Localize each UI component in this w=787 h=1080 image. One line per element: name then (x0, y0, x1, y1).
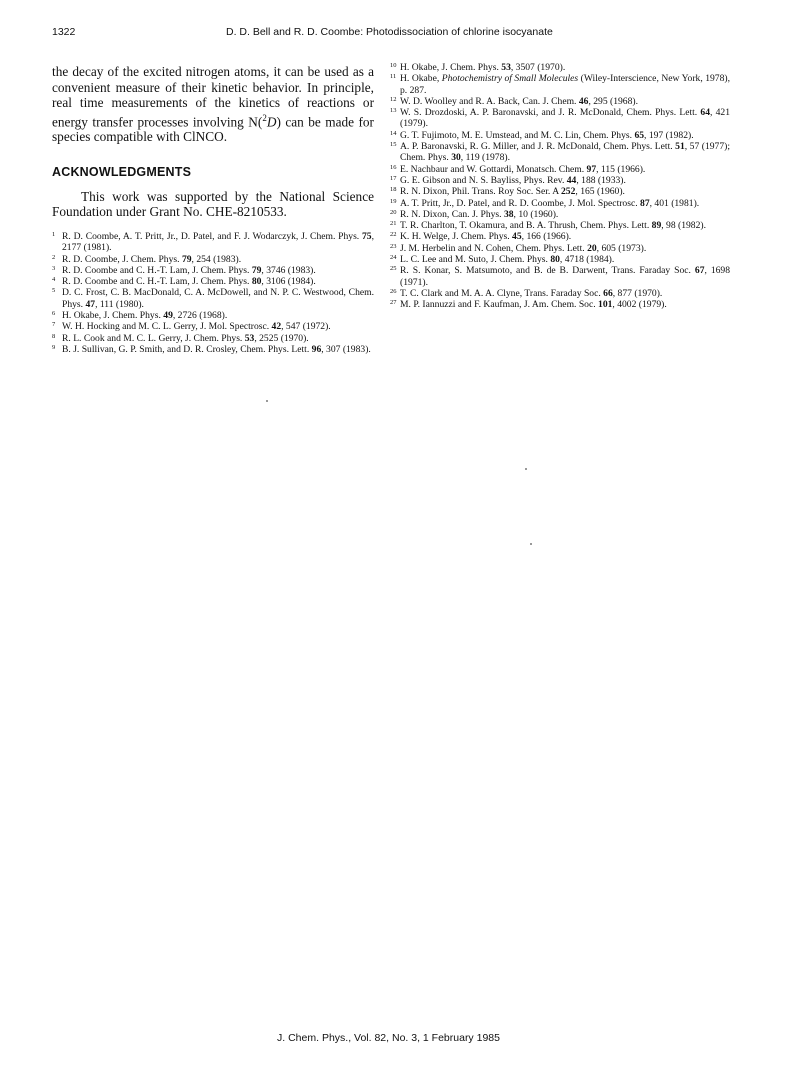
reference-item: $^{10}$ H. Okabe, J. Chem. Phys. 53, 3507 (1970). (390, 62, 566, 73)
reference-volume: 20 (587, 242, 597, 254)
reference-volume: 51 (675, 141, 685, 153)
reference-item: $^9$ B. J. Sullivan, G. P. Smith, and D. R. Crosley, Chem. Phys. Lett. 96, 307 (1983). (52, 343, 371, 355)
reference-volume: 97 (586, 163, 597, 175)
reference-item: $^{15}$ A. P. Baronavski, R. G. Miller, and J. R. McDonald, Chem. Phys. Lett. 51, 57 (1977); Chem. Phys. 30, 119 (1978). (390, 141, 730, 164)
reference-text: , 115 (1966). (596, 163, 646, 175)
reference-volume: 96 (311, 343, 322, 355)
species-close: ) (276, 113, 281, 129)
page-header (0, 26, 787, 42)
page-footer (0, 1032, 787, 1044)
reference-text: , 57 (1977); Chem. Phys. (400, 141, 730, 164)
reference-book-title: Photochemistry of Small Molecules (441, 73, 579, 85)
reference-text: L. C. Lee and M. Suto, J. Chem. Phys. (400, 254, 551, 266)
journal-citation: J. Chem. Phys., Vol. 82, No. 3, 1 February 1985 (277, 1032, 500, 1044)
reference-text: M. P. Iannuzzi and F. Kaufman, J. Am. Chem. Soc. (400, 299, 599, 311)
acknowledgments-text: This work was supported by the National Science Foundation under Grant No. CHE-8210533. (52, 188, 374, 220)
reference-volume: 79 (181, 253, 192, 265)
paragraph-text-end: can be made for species compatible with ClNCO. (52, 113, 374, 145)
reference-text: D. C. Frost, C. B. MacDonald, C. A. McDowell, and N. P. C. Westwood, Chem. Phys. (62, 287, 374, 310)
reference-volume: 252 (561, 186, 576, 198)
reference-item: $^6$ H. Okabe, J. Chem. Phys. 49, 2726 (1968). (52, 310, 228, 321)
reference-item: $^4$ R. D. Coombe and C. H.-T. Lam, J. Chem. Phys. 80, 3106 (1984). (52, 276, 316, 288)
reference-item: $^{11}$ H. Okabe, Photochemistry of Small Molecules (Wiley-Interscience, New York, 1978), p. 287. (390, 73, 730, 96)
reference-volume: 53 (501, 62, 511, 73)
reference-volume: 45 (512, 231, 522, 243)
reference-volume: 44 (566, 174, 577, 186)
reference-item: $^{26}$ T. C. Clark and M. A. A. Clyne, Trans. Faraday Soc. 66, 877 (1970). (390, 287, 663, 299)
reference-text: , 4718 (1984). (559, 254, 615, 266)
reference-item: $^{12}$ W. D. Woolley and R. A. Back, Can. J. Chem. 46, 295 (1968). (390, 95, 638, 107)
reference-text: , 877 (1970). (612, 287, 663, 299)
reference-text: R. N. Dixon, Phil. Trans. Roy Soc. Ser. A (400, 186, 561, 198)
references-left (52, 231, 374, 355)
reference-text: , 98 (1982). (661, 220, 706, 232)
running-title: D. D. Bell and R. D. Coombe: Photodissociation of chlorine isocyanate (226, 26, 553, 38)
reference-text: , 197 (1982). (644, 129, 694, 141)
reference-text: , 4002 (1979). (612, 299, 667, 311)
reference-item: $^{23}$ J. M. Herbelin and N. Cohen, Chem. Phys. Lett. 20, 605 (1973). (390, 242, 647, 254)
reference-volume: 64 (700, 107, 710, 119)
reference-text: , 2726 (1968). (172, 310, 228, 321)
species-superscript: 2 (262, 112, 267, 123)
reference-item: $^{25}$ R. S. Konar, S. Matsumoto, and B. de B. Darwent, Trans. Faraday Soc. 67, 1698 (1971). (390, 265, 731, 288)
reference-text: , 295 (1968). (588, 95, 638, 107)
reference-text: , 188 (1933). (576, 174, 626, 186)
reference-item: $^7$ W. H. Hocking and M. C. L. Gerry, J. Mol. Spectrosc. 42, 547 (1972). (52, 321, 331, 333)
reference-volume: 79 (251, 264, 262, 276)
reference-item: $^{14}$ G. T. Fujimoto, M. E. Umstead, and M. C. Lin, Chem. Phys. 65, 197 (1982). (390, 129, 694, 141)
reference-item: $^3$ R. D. Coombe and C. H.-T. Lam, J. Chem. Phys. 79, 3746 (1983). (52, 264, 316, 276)
reference-text: G. E. Gibson and N. S. Bayliss, Phys. Rev. (400, 174, 567, 186)
reference-text: (Wiley-Interscience, New York, 1978), p. 287. (400, 73, 730, 96)
reference-item: $^{21}$ T. R. Charlton, T. Okamura, and B. A. Thrush, Chem. Phys. Lett. 89, 98 (1982). (390, 220, 706, 232)
reference-text: R. S. Konar, S. Matsumoto, and B. de B. Darwent, Trans. Faraday Soc. (400, 265, 695, 277)
reference-text: , 111 (1980). (95, 298, 144, 310)
right-column (390, 62, 730, 311)
reference-volume: 38 (503, 208, 514, 220)
reference-item: $^1$ R. D. Coombe, A. T. Pritt, Jr., D. Patel, and F. J. Wodarczyk, J. Chem. Phys. 75, 2177 (1981). (52, 230, 374, 254)
reference-volume: 66 (603, 287, 613, 299)
reference-volume: 80 (550, 254, 560, 266)
reference-text: , 547 (1972). (281, 321, 331, 333)
reference-text: , 3106 (1984). (261, 276, 316, 288)
reference-text: B. J. Sullivan, G. P. Smith, and D. R. Crosley, Chem. Phys. Lett. (62, 343, 312, 355)
closing-paragraph (52, 64, 374, 145)
reference-item: $^{24}$ L. C. Lee and M. Suto, J. Chem. Phys. 80, 4718 (1984). (390, 254, 615, 266)
reference-text: , 3746 (1983). (261, 264, 316, 276)
reference-volume: 49 (163, 310, 173, 321)
reference-item: $^{18}$ R. N. Dixon, Phil. Trans. Roy Soc. Ser. A 252, 165 (1960). (390, 186, 625, 198)
species-n: N( (248, 113, 263, 129)
reference-volume: 75 (362, 230, 372, 242)
reference-volume: 30 (451, 152, 461, 164)
reference-volume: 67 (694, 265, 705, 277)
reference-text: , 2177 (1981). (62, 230, 374, 254)
reference-text: J. M. Herbelin and N. Cohen, Chem. Phys. Lett. (400, 242, 588, 254)
reference-volume: 89 (651, 220, 662, 232)
reference-volume: 46 (578, 95, 589, 107)
reference-item: $^8$ R. L. Cook and M. C. L. Gerry, J. Chem. Phys. 53, 2525 (1970). (52, 332, 309, 344)
reference-text: , 605 (1973). (596, 242, 647, 254)
reference-text: R. D. Coombe, A. T. Pritt, Jr., D. Patel, and F. J. Wodarczyk, J. Chem. Phys. (62, 230, 362, 242)
reference-text: T. R. Charlton, T. Okamura, and B. A. Thrush, Chem. Phys. Lett. (400, 220, 652, 232)
reference-text: , 307 (1983). (321, 343, 371, 355)
reference-text: R. D. Coombe and C. H.-T. Lam, J. Chem. Phys. (62, 276, 252, 288)
species-d: D (266, 113, 277, 129)
reference-text: , 3507 (1970). (510, 62, 566, 73)
reference-text: K. H. Welge, J. Chem. Phys. (400, 231, 513, 243)
paragraph-text-start: the decay of the excited nitrogen atoms, it can be used as a convenient measure of their kinetic behavior. In principle, real time measurements of the kinetics of reactions or energy transfer processes involving (52, 64, 374, 129)
reference-text: H. Okabe, J. Chem. Phys. (400, 62, 502, 73)
reference-item: $^5$ D. C. Frost, C. B. MacDonald, C. A. McDowell, and N. P. C. Westwood, Chem. Phys. 47, 111 (1980). (52, 287, 374, 310)
reference-text: R. D. Coombe, J. Chem. Phys. (62, 253, 182, 265)
reference-text: R. N. Dixon, Can. J. Phys. (400, 208, 504, 220)
reference-item: $^{19}$ A. T. Pritt, Jr., D. Patel, and R. D. Coombe, J. Mol. Spectrosc. 87, 401 (1981). (390, 197, 700, 209)
reference-text: G. T. Fujimoto, M. E. Umstead, and M. C. Lin, Chem. Phys. (400, 129, 635, 141)
reference-item: $^{22}$ K. H. Welge, J. Chem. Phys. 45, 166 (1966). (390, 231, 572, 243)
reference-text: , 2525 (1970). (254, 332, 309, 344)
reference-text: , 401 (1981). (649, 197, 700, 209)
reference-text: R. D. Coombe and C. H.-T. Lam, J. Chem. Phys. (62, 264, 252, 276)
reference-item: $^{16}$ E. Nachbaur and W. Gottardi, Monatsch. Chem. 97, 115 (1966). (390, 163, 646, 175)
reference-text: W. S. Drozdoski, A. P. Baronavski, and J. R. McDonald, Chem. Phys. Lett. (400, 107, 701, 119)
reference-text: , 421 (1979). (400, 107, 730, 130)
reference-text: A. T. Pritt, Jr., D. Patel, and R. D. Coombe, J. Mol. Spectrosc. (400, 197, 641, 209)
reference-volume: 53 (244, 332, 255, 344)
left-column (52, 64, 374, 355)
reference-text: , 119 (1978). (460, 152, 510, 164)
references-right (390, 62, 730, 311)
reference-volume: 87 (640, 197, 650, 209)
page-number: 1322 (52, 26, 76, 38)
scan-speck (525, 468, 527, 470)
reference-item: $^{20}$ R. N. Dixon, Can. J. Phys. 38, 10 (1960). (390, 208, 559, 220)
reference-text: A. P. Baronavski, R. G. Miller, and J. R. McDonald, Chem. Phys. Lett. (400, 141, 676, 153)
reference-item: $^{13}$ W. S. Drozdoski, A. P. Baronavski, and J. R. McDonald, Chem. Phys. Lett. 64, 421 (1979). (390, 107, 730, 130)
reference-text: W. H. Hocking and M. C. L. Gerry, J. Mol. Spectrosc. (62, 321, 272, 333)
reference-volume: 80 (251, 276, 262, 288)
reference-text: E. Nachbaur and W. Gottardi, Monatsch. Chem. (400, 163, 587, 175)
scan-speck (266, 400, 268, 402)
reference-text: , 166 (1966). (521, 231, 572, 243)
acknowledgments-heading: ACKNOWLEDGMENTS (52, 164, 192, 179)
reference-text: , 165 (1960). (575, 186, 625, 198)
reference-text: H. Okabe, J. Chem. Phys. (62, 310, 164, 321)
reference-text: , 10 (1960). (513, 208, 559, 220)
reference-volume: 65 (634, 129, 645, 141)
scan-speck (530, 543, 532, 545)
reference-volume: 42 (271, 321, 282, 333)
reference-text: , 1698 (1971). (400, 265, 731, 288)
reference-text: R. L. Cook and M. C. L. Gerry, J. Chem. Phys. (62, 332, 245, 344)
reference-item: $^{27}$ M. P. Iannuzzi and F. Kaufman, J. Am. Chem. Soc. 101, 4002 (1979). (390, 299, 667, 311)
reference-text: , 254 (1983). (191, 253, 242, 265)
reference-item: $^{17}$ G. E. Gibson and N. S. Bayliss, Phys. Rev. 44, 188 (1933). (390, 174, 626, 186)
reference-text: H. Okabe, (400, 73, 442, 85)
reference-text: T. C. Clark and M. A. A. Clyne, Trans. Faraday Soc. (400, 287, 604, 299)
reference-volume: 47 (85, 298, 96, 310)
reference-item: $^2$ R. D. Coombe, J. Chem. Phys. 79, 254 (1983). (52, 253, 242, 265)
reference-text: W. D. Woolley and R. A. Back, Can. J. Chem. (400, 95, 579, 107)
reference-volume: 101 (598, 299, 613, 311)
